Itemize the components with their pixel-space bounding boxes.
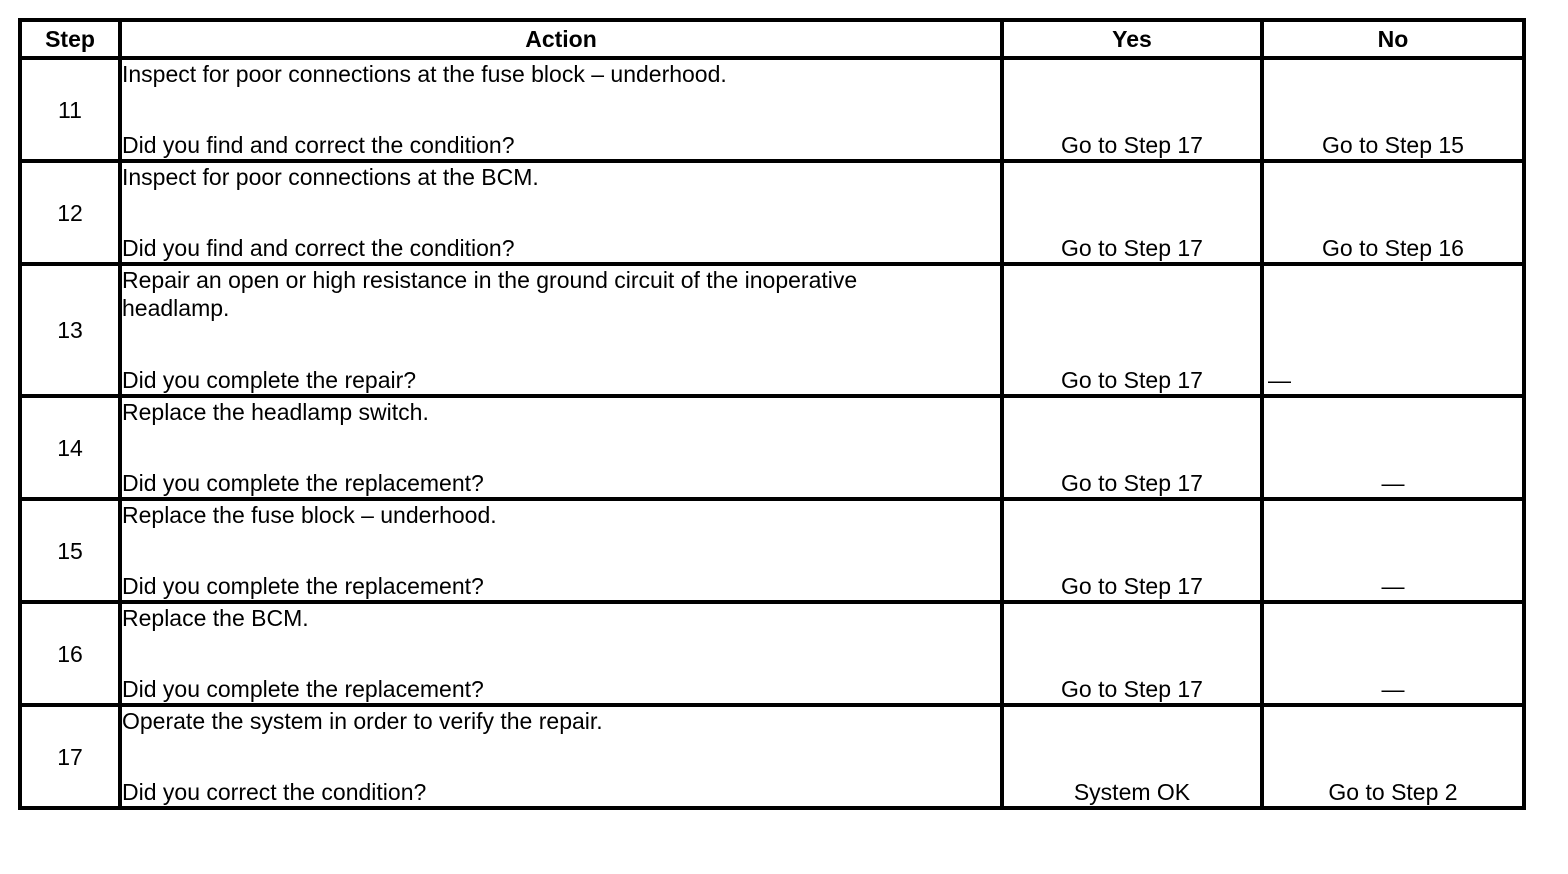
action-cell [120, 705, 1002, 808]
action-cell [120, 602, 1002, 705]
no-result-text: Go to Step 2 [1328, 779, 1458, 805]
action-question: Did you find and correct the condition? [122, 132, 515, 158]
action-instruction: Replace the fuse block – underhood. [122, 502, 497, 528]
step-number-text: 16 [57, 640, 83, 667]
step-number-text: 14 [57, 434, 83, 461]
yes-result-text: Go to Step 17 [1061, 367, 1203, 393]
yes-result [1002, 602, 1262, 705]
no-result [1262, 58, 1524, 161]
no-result-text: — [1381, 676, 1405, 702]
yes-result [1002, 58, 1262, 161]
header-step: Step [20, 20, 120, 58]
diagnostic-table [18, 18, 1526, 810]
action-question: Did you complete the replacement? [122, 470, 484, 496]
table-header-row [20, 20, 1524, 58]
step-number-text: 15 [57, 537, 83, 564]
action-question: Did you complete the replacement? [122, 573, 484, 599]
action-cell [120, 396, 1002, 499]
step-number [20, 264, 120, 396]
table-row [20, 161, 1524, 264]
yes-result-text: Go to Step 17 [1061, 235, 1203, 261]
table-row [20, 58, 1524, 161]
action-cell [120, 264, 1002, 396]
no-result [1262, 602, 1524, 705]
table-row [20, 396, 1524, 499]
action-cell [120, 58, 1002, 161]
step-number [20, 602, 120, 705]
no-result-text: — [1381, 470, 1405, 496]
step-number-text: 12 [57, 199, 83, 226]
action-instruction: Replace the BCM. [122, 605, 309, 631]
step-number-text: 17 [57, 743, 83, 770]
yes-result-text: Go to Step 17 [1061, 676, 1203, 702]
step-number [20, 396, 120, 499]
yes-result [1002, 161, 1262, 264]
action-instruction: Inspect for poor connections at the BCM. [122, 164, 539, 190]
no-result-text: Go to Step 15 [1322, 132, 1464, 158]
table-row [20, 602, 1524, 705]
no-result-text: — [1268, 367, 1291, 393]
action-question: Did you complete the replacement? [122, 676, 484, 702]
step-number [20, 705, 120, 808]
action-cell [120, 499, 1002, 602]
action-instruction: Repair an open or high resistance in the ground circuit of the inoperative headlamp. [122, 267, 858, 321]
action-question: Did you correct the condition? [122, 779, 427, 805]
yes-result [1002, 264, 1262, 396]
no-result [1262, 499, 1524, 602]
header-action: Action [120, 20, 1002, 58]
no-result-text: — [1381, 573, 1405, 599]
yes-result [1002, 705, 1262, 808]
header-yes: Yes [1002, 20, 1262, 58]
yes-result-text: Go to Step 17 [1061, 132, 1203, 158]
step-number [20, 58, 120, 161]
no-result-text: Go to Step 16 [1322, 235, 1464, 261]
action-question: Did you find and correct the condition? [122, 235, 515, 261]
yes-result [1002, 396, 1262, 499]
no-result [1262, 161, 1524, 264]
header-no: No [1262, 20, 1524, 58]
action-instruction: Inspect for poor connections at the fuse block – underhood. [122, 61, 727, 87]
table-row [20, 499, 1524, 602]
step-number [20, 161, 120, 264]
step-number-text: 11 [58, 96, 82, 123]
no-result [1262, 264, 1524, 396]
yes-result-text: Go to Step 17 [1061, 470, 1203, 496]
yes-result-text: System OK [1073, 779, 1191, 805]
yes-result-text: Go to Step 17 [1061, 573, 1203, 599]
yes-result [1002, 499, 1262, 602]
step-number [20, 499, 120, 602]
action-instruction: Replace the headlamp switch. [122, 399, 429, 425]
no-result [1262, 705, 1524, 808]
step-number-text: 13 [57, 317, 83, 343]
table-row [20, 705, 1524, 808]
action-instruction: Operate the system in order to verify the repair. [122, 708, 603, 734]
action-cell [120, 161, 1002, 264]
table-row [20, 264, 1524, 396]
no-result [1262, 396, 1524, 499]
action-question: Did you complete the repair? [122, 367, 417, 393]
